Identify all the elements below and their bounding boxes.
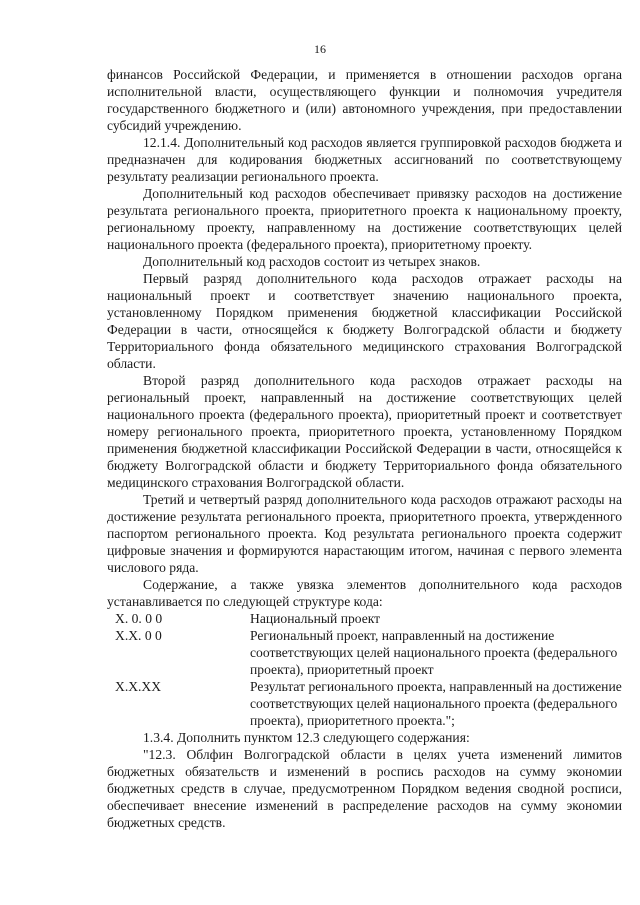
code-description: Национальный проект <box>250 611 381 626</box>
paragraph-1-3-4: 1.3.4. Дополнить пунктом 12.3 следующего содержания: <box>143 730 470 745</box>
paragraph-four-digits: Дополнительный код расходов состоит из четырех знаков. <box>143 254 481 269</box>
code-cell: X.X.XX <box>115 679 162 694</box>
code-row <box>107 627 622 678</box>
page-number: 16 <box>314 42 326 56</box>
paragraph-first-digit: Первый разряд дополнительного кода расходов отражает расходы на национальный проект и соответствует значению национального проекта, установленному Порядком применения бюджетной классификации Российской Федерации в части, относящейся к бюджету Волгоградской области и бюджету Территориального фонда обязательного медицинского страхования Волгоградской области. <box>107 271 622 371</box>
code-structure-table <box>107 610 622 729</box>
code-cell: X. 0. 0 0 <box>115 611 163 626</box>
paragraph-continuation: финансов Российской Федерации, и применяется в отношении расходов органа исполнительной власти, осуществляющего функции и полномочия учредителя государственного бюджетного и (или) автономного учреждения, при предоставлении субсидий учреждению. <box>107 67 622 133</box>
paragraph-12-3: "12.3. Облфин Волгоградской области в целях учета изменений лимитов бюджетных обязательств и изменений в роспись расходов на сумму экономии бюджетных средств в случае, предусмотренном Порядком ведения сводной росписи, обеспечивает внесение изменений в распределение расходов на сумму экономии бюджетных средств. <box>107 747 622 830</box>
paragraph-second-digit: Второй разряд дополнительного кода расходов отражает расходы на региональный проект, направленный на достижение соответствующих целей национального проекта (федерального проекта), приоритетный проект и соответствует номеру регионального проекта, приоритетного проекта, установленному Порядком применения бюджетной классификации Российской Федерации в части, относящейся к бюджету Волгоградской области и бюджету Территориального фонда обязательного медицинского страхования Волгоградской области. <box>107 373 622 490</box>
paragraph-third-fourth-digit: Третий и четвертый разряд дополнительного кода расходов отражают расходы на достижение результата регионального проекта, приоритетного проекта, утвержденного паспортом регионального проекта. Код результата регионального проекта содержит цифровые значения и формируются нарастающим итогом, начиная с первого элемента числового ряда. <box>107 492 622 575</box>
code-description: Региональный проект, направленный на достижение соответствующих целей национального проекта (федерального проекта), приоритетный проект <box>250 628 618 677</box>
code-row <box>107 610 622 627</box>
code-cell: X.X. 0 0 <box>115 628 162 643</box>
code-row <box>107 678 622 729</box>
paragraph-binding: Дополнительный код расходов обеспечивает привязку расходов на достижение результата регионального проекта, приоритетного проекта к национальному проекту, региональному проекту, направленному на достижение соответствующих целей национального проекта (федерального проекта), приоритетному проекту. <box>107 186 622 252</box>
paragraph-12-1-4: 12.1.4. Дополнительный код расходов является группировкой расходов бюджета и предназначен для кодирования бюджетных ассигнований по соответствующему результату реализации регионального проекта. <box>107 135 622 184</box>
document-body <box>107 66 622 831</box>
paragraph-structure-intro: Содержание, а также увязка элементов дополнительного кода расходов устанавливается по следующей структуре кода: <box>107 577 622 609</box>
code-description: Результат регионального проекта, направленный на достижение соответствующих целей национального проекта (федерального проекта), приоритетного проекта."; <box>250 679 622 728</box>
